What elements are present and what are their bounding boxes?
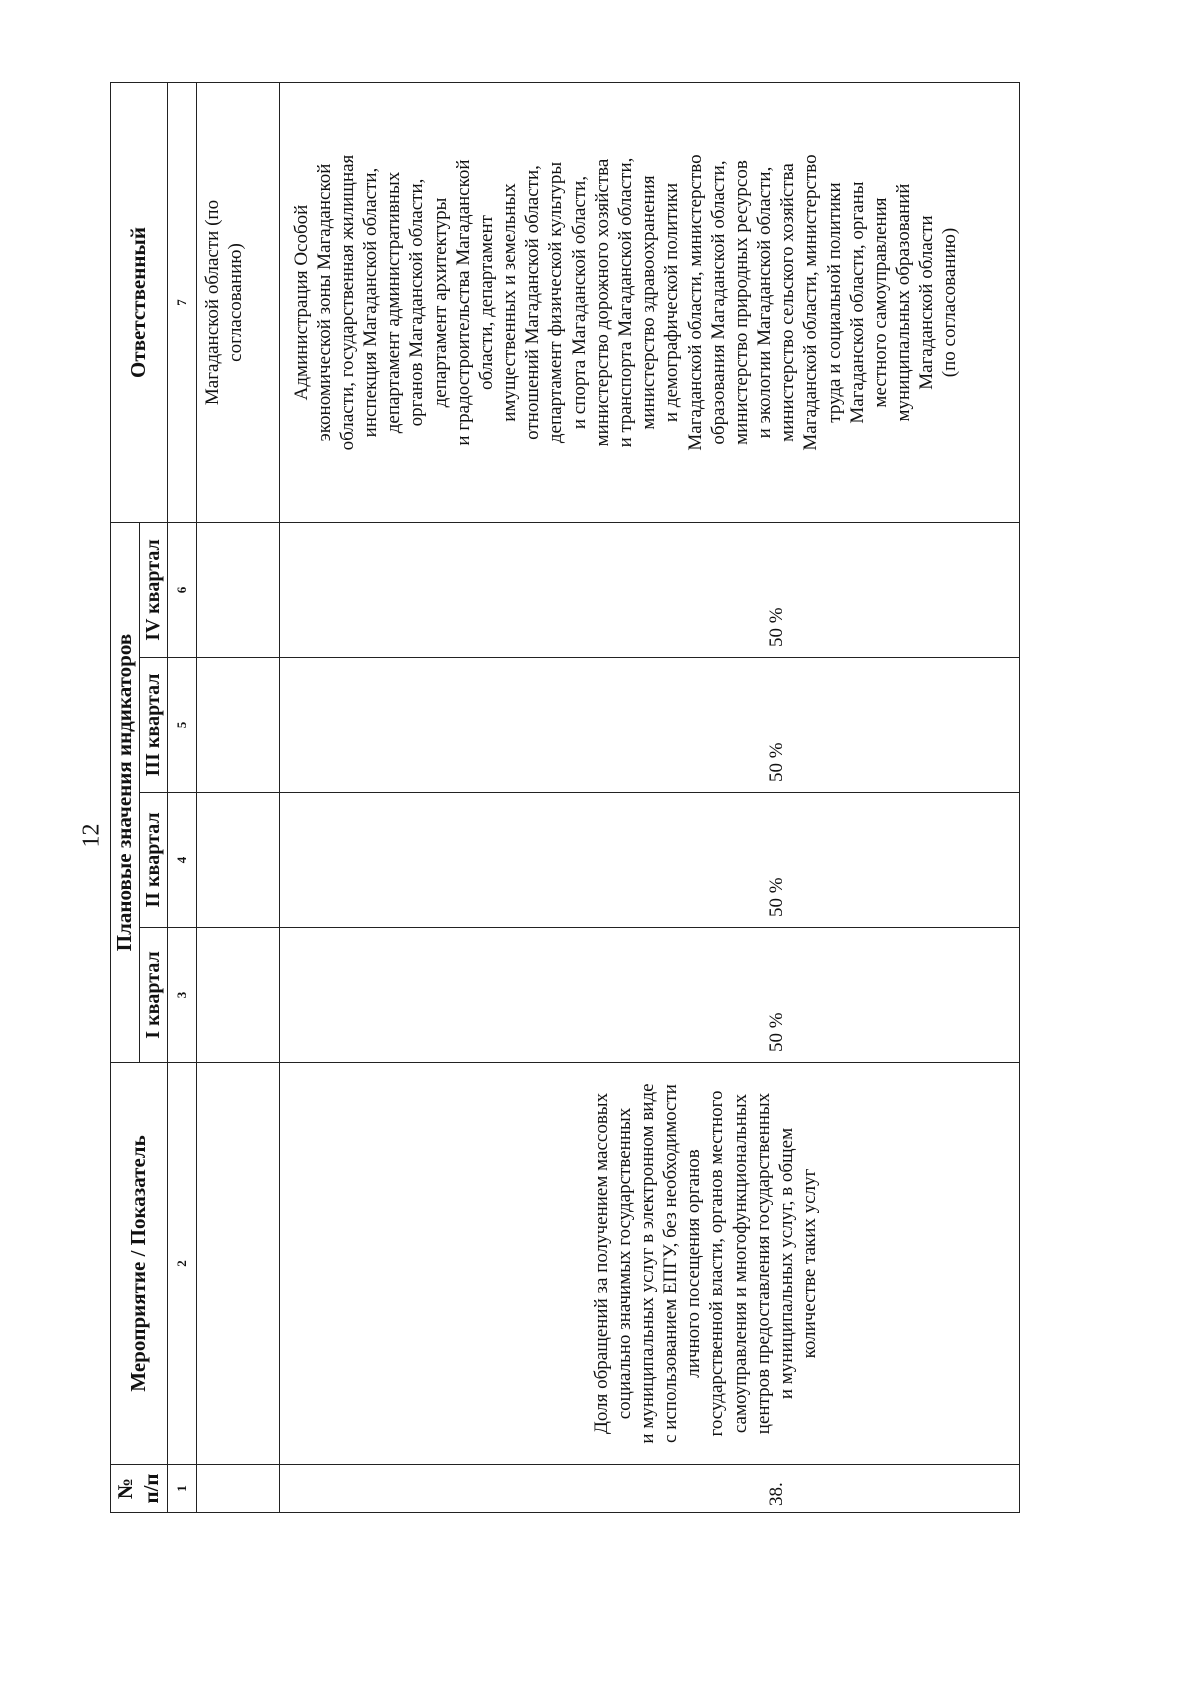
text-line: государственной власти, органов местного [706, 1090, 728, 1437]
text-line: Администрация Особой [290, 204, 312, 401]
column-number-row [167, 83, 196, 1513]
text-line: департамент архитектуры [429, 197, 451, 408]
text-line: и муниципальных услуг, в общем [775, 1127, 797, 1400]
column-number: 6 [167, 523, 196, 658]
text-line: с использованием ЕПГУ, без необходимости [660, 1084, 682, 1443]
cell-q4-value: 50 % [279, 523, 1019, 658]
text-line: самоуправления и многофункциональных [729, 1093, 751, 1434]
text-line: социально значимых государственных [613, 1107, 635, 1420]
text-line: инспекция Магаданской области, [360, 167, 382, 438]
column-number: 1 [167, 1465, 196, 1513]
text-line: министерство дорожного хозяйства [591, 158, 613, 447]
header-event: Мероприятие / Показатель [111, 1063, 168, 1465]
text-line: Магаданской области, министерство [684, 154, 706, 451]
text-line: Магаданской области, министерство [800, 154, 822, 451]
text-line: и транспорта Магаданской области, [615, 157, 636, 448]
cell-row-number: 38. [279, 1465, 1019, 1513]
text-line: и спорта Магаданской области, [568, 175, 590, 430]
text-line: и муниципальных услуг в электронном виде [636, 1083, 658, 1444]
cell-empty [196, 928, 279, 1063]
text-line: количестве таких услуг [799, 1168, 821, 1359]
cell-empty [196, 523, 279, 658]
text-line: и экологии Магаданской области, [754, 166, 776, 439]
cell-q1-value: 50 % [279, 928, 1019, 1063]
text-line: органов Магаданской области, [406, 178, 428, 427]
cell-responsible-continued [196, 83, 279, 523]
header-q2: II квартал [139, 793, 167, 928]
text-line: согласованию) [224, 243, 246, 362]
text-line: области, государственная жилищная [336, 154, 358, 451]
column-number: 7 [167, 83, 196, 523]
header-q1: I квартал [139, 928, 167, 1063]
text-line: Доля обращений за получением массовых [590, 1092, 612, 1435]
indicators-table [110, 82, 1020, 1513]
rotated-table-container [110, 83, 1020, 1513]
text-line: и градостроительства Магаданской [452, 159, 474, 446]
header-planned: Плановые значения индикаторов [111, 523, 140, 1063]
cell-q2-value: 50 % [279, 793, 1019, 928]
text-line: и демографической политики [661, 182, 683, 423]
column-number: 2 [167, 1063, 196, 1465]
text-line: экономической зоны Магаданской [313, 163, 335, 442]
text-line: министерство сельского хозяйства [777, 163, 799, 442]
text-line: местного самоуправления [869, 197, 891, 408]
cell-empty [196, 1063, 279, 1465]
text-line: Магаданской области (по [201, 199, 223, 406]
column-number: 4 [167, 793, 196, 928]
table-row-38 [279, 83, 1019, 1513]
cell-q3-value: 50 % [279, 658, 1019, 793]
cell-empty [196, 1465, 279, 1513]
table-row-continued [196, 83, 279, 1513]
text-line: центров предоставления государственных [752, 1092, 774, 1435]
text-line: муниципальных образований [893, 183, 915, 422]
page-number: 12 [78, 823, 105, 848]
cell-empty [196, 658, 279, 793]
text-line: Магаданской области [916, 215, 938, 390]
text-line: департамент административных [383, 171, 405, 434]
text-line: министерство природных ресурсов [730, 160, 752, 445]
header-responsible: Ответственный [111, 83, 168, 523]
text-line: образования Магаданской области, [707, 160, 729, 445]
text-line: области, департамент [475, 215, 497, 390]
header-q4: IV квартал [139, 523, 167, 658]
cell-responsible [279, 83, 1019, 523]
text-line: имущественных и земельных [499, 183, 521, 422]
text-line: департамент физической культуры [545, 161, 567, 444]
column-number: 5 [167, 658, 196, 793]
text-line: министерство здравоохранения [638, 175, 660, 430]
cell-empty [196, 793, 279, 928]
text-line: личного посещения органов [683, 1149, 705, 1378]
column-number: 3 [167, 928, 196, 1063]
text-line: (по согласованию) [939, 227, 961, 378]
text-line: Магаданской области, органы [846, 181, 868, 424]
cell-indicator [279, 1063, 1019, 1465]
text-line: отношений Магаданской области, [522, 165, 544, 440]
header-num: № п/п [111, 1465, 168, 1513]
text-line: труда и социальной политики [823, 182, 845, 423]
header-q3: III квартал [139, 658, 167, 793]
